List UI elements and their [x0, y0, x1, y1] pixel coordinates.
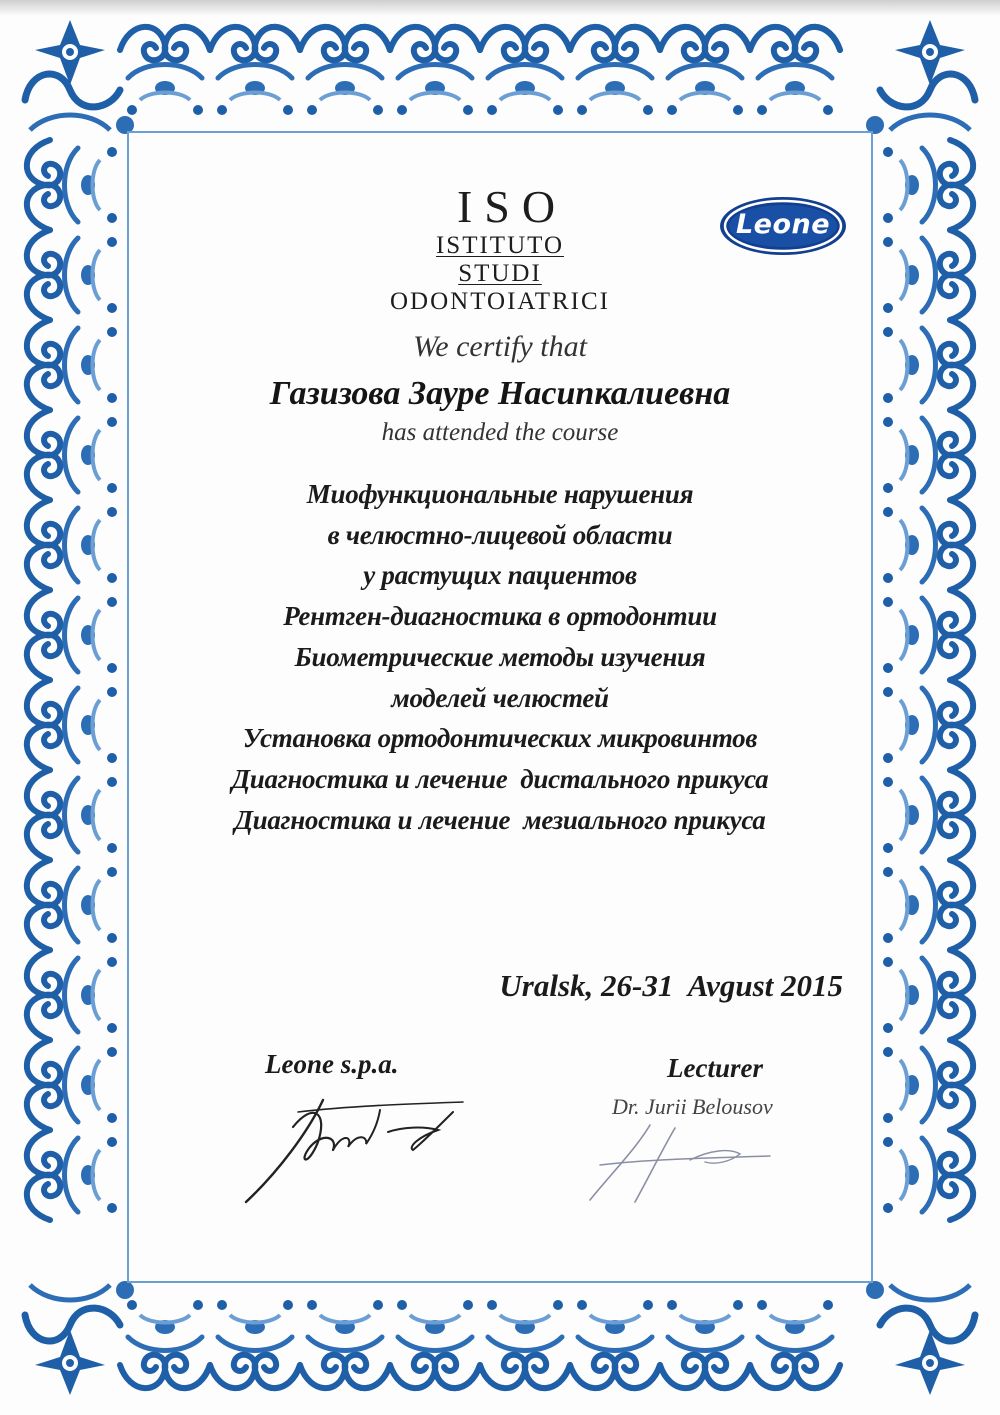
certify-text: We certify that — [413, 330, 587, 363]
course-line: Диагностика и лечение мезиального прикуса — [234, 804, 766, 835]
course-line: Миофункциональные нарушения — [306, 479, 694, 509]
iso-istituto-text: ISTITUTO — [435, 232, 565, 259]
course-line: Установка ортодонтических микровинтов — [242, 723, 758, 754]
place-date: Uralsk, 26-31 Avgust 2015 — [499, 968, 843, 1003]
iso-title: ISO — [456, 181, 568, 232]
iso-studi-text: STUDI — [458, 260, 542, 287]
course-line: Рентген-диагностика в ортодонтии — [283, 601, 717, 632]
lecturer-signature-label: Lecturer — [667, 1053, 763, 1083]
scan-shadow — [0, 0, 1000, 16]
leone-logo-text: Leone — [735, 209, 831, 240]
course-list — [135, 474, 865, 840]
course-line: у растущих пациентов — [363, 560, 637, 591]
company-signature-image — [238, 1092, 468, 1212]
attended-text: has attended the course — [381, 419, 619, 446]
course-line: в челюстно-лицевой области — [327, 519, 673, 550]
iso-line-studi — [135, 260, 865, 287]
course-line: моделей челюстей — [391, 682, 609, 713]
company-signature-label: Leone s.p.a. — [265, 1049, 399, 1079]
recipient-name: Газизова Зауре Насипкалиевна — [269, 375, 731, 412]
course-line: Биометрические методы изучения — [294, 641, 706, 672]
lecturer-signature-image — [580, 1120, 780, 1210]
iso-line-odontoiatrici: ODONTOIATRICI — [390, 288, 610, 315]
course-line: Диагностика и лечение дистального прикуса — [231, 763, 769, 794]
lecturer-name: Dr. Jurii Belousov — [612, 1094, 773, 1119]
